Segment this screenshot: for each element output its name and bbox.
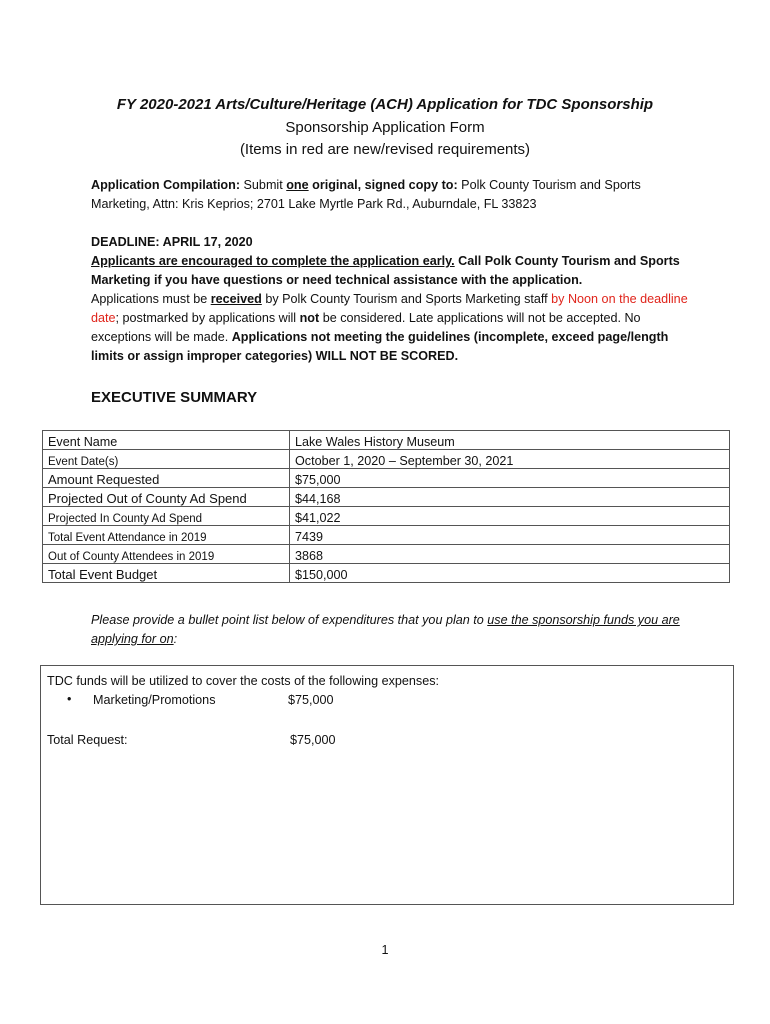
table-row <box>43 469 730 488</box>
instruction-end: : <box>173 632 178 646</box>
executive-summary-heading: EXECUTIVE SUMMARY <box>91 389 258 406</box>
table-row <box>43 488 730 507</box>
row-label: Event Date(s) <box>43 450 290 469</box>
row-value: $41,022 <box>290 507 730 526</box>
postmarked-text: ; postmarked by applications will <box>115 311 300 325</box>
table-row <box>43 564 730 583</box>
form-title: FY 2020-2021 Arts/Culture/Heritage (ACH) Application for TDC Sponsorship <box>116 96 654 113</box>
compilation-address: Polk County Tourism and Sports Marketing, Attn: Kris Keprios; 2701 Lake Myrtle Park Rd., Auburndale, FL 33823 <box>91 178 641 211</box>
row-label: Amount Requested <box>43 469 290 488</box>
total-request-label: Total Request: <box>47 733 128 747</box>
executive-summary-table <box>42 430 730 583</box>
expense-item-label: Marketing/Promotions <box>93 693 216 707</box>
row-label: Event Name <box>43 431 290 450</box>
instruction-text: Please provide a bullet point list below of expenditures that you plan to <box>91 613 488 627</box>
row-value: 7439 <box>290 526 730 545</box>
form-subtitle: Sponsorship Application Form <box>285 119 485 136</box>
deadline-section <box>91 233 691 366</box>
expenditure-instruction <box>91 611 691 649</box>
deadline-time-red: by Noon on the deadline date <box>91 292 688 325</box>
row-value: Lake Wales History Museum <box>290 431 730 450</box>
page-number: 1 <box>381 943 389 957</box>
call-notice: Call Polk County Tourism and Sports Marketing if you have questions or need technical assistance with the application. <box>91 254 680 287</box>
expenditure-box[interactable] <box>40 665 734 905</box>
row-value: October 1, 2020 – September 30, 2021 <box>290 450 730 469</box>
row-value: $44,168 <box>290 488 730 507</box>
row-label: Out of County Attendees in 2019 <box>43 545 290 564</box>
table-row <box>43 431 730 450</box>
funds-intro: TDC funds will be utilized to cover the costs of the following expenses: <box>47 674 439 688</box>
compilation-paragraph <box>91 176 691 214</box>
table-row <box>43 526 730 545</box>
table-row <box>43 545 730 564</box>
red-items-note: (Items in red are new/revised requirements) <box>239 141 531 158</box>
late-text: be considered. Late applications will not be accepted. No exceptions will be made. <box>91 311 641 344</box>
early-notice: Applicants are encouraged to complete the application early. <box>91 254 455 268</box>
not-emphasis: not <box>299 311 320 325</box>
bullet-icon: • <box>67 692 72 706</box>
not-scored-warning: Applications not meeting the guidelines (incomplete, exceed page/length limits or assign improper categories) WILL NOT BE SCORED. <box>91 330 669 363</box>
by-staff-text: by Polk County Tourism and Sports Marketing staff <box>261 292 552 306</box>
deadline-heading: DEADLINE: APRIL 17, 2020 <box>91 235 253 249</box>
row-value: $150,000 <box>290 564 730 583</box>
received-emphasis: received <box>210 292 262 306</box>
expense-item-amount: $75,000 <box>288 693 334 707</box>
compilation-label: Application Compilation: <box>91 178 241 192</box>
one-emphasis: one <box>286 178 309 192</box>
row-label: Projected In County Ad Spend <box>43 507 290 526</box>
table-row <box>43 507 730 526</box>
total-request-amount: $75,000 <box>290 733 336 747</box>
compilation-text: Submit <box>240 178 287 192</box>
row-value: 3868 <box>290 545 730 564</box>
row-value: $75,000 <box>290 469 730 488</box>
compilation-bold: original, signed copy to: <box>308 178 458 192</box>
must-be-text: Applications must be <box>91 292 211 306</box>
row-label: Projected Out of County Ad Spend <box>43 488 290 507</box>
row-label: Total Event Attendance in 2019 <box>43 526 290 545</box>
instruction-underlined: use the sponsorship funds you are applying for on <box>91 613 680 646</box>
row-label: Total Event Budget <box>43 564 290 583</box>
table-row <box>43 450 730 469</box>
